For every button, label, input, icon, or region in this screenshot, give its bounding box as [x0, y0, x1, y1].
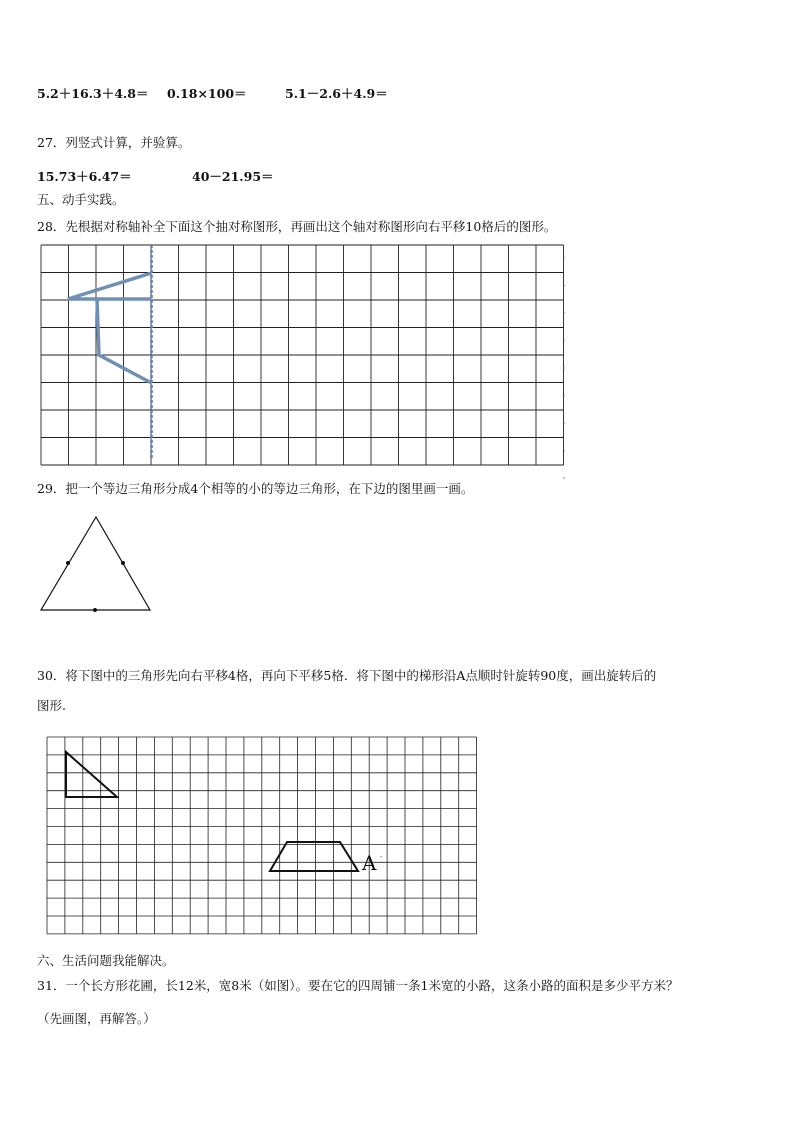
edge-mark [563, 477, 564, 478]
edge-mark [563, 422, 564, 423]
q26-expression-2: 0.18×100＝ [167, 86, 247, 101]
q30-prompt-line-2: 图形. [37, 698, 66, 713]
q28-prompt: 28．先根据对称轴补全下面这个抽对称图形，再画出这个轴对称图形向右平移10格后的图形。 [37, 219, 557, 234]
edge-mark [563, 285, 564, 286]
edge-mark [563, 367, 564, 368]
q27-expression-2: 40－21.95＝ [192, 169, 274, 184]
q30-prompt-line-1: 30．将下图中的三角形先向右平移4格，再向下平移5格．将下图中的梯形沿A点顺时针旋转90度，画出旋转后的 [37, 668, 657, 683]
q27-prompt: 27．列竖式计算，并验算。 [37, 135, 191, 150]
q29-triangle [41, 517, 150, 610]
edge-mark [563, 312, 564, 313]
q31-prompt-line-1: 31．一个长方形花圃，长12米，宽8米（如图）。要在它的四周铺一条1米宽的小路，这条小路的面积是多少平方米？ [37, 978, 679, 993]
q27-expression-1: 15.73＋6.47＝ [37, 169, 132, 184]
q26-expression-1: 5.2＋16.3＋4.8＝ [37, 86, 149, 101]
q29-prompt: 29．把一个等边三角形分成4个相等的小的等边三角形，在下边的图里画一画。 [37, 481, 474, 496]
q28-grid [41, 245, 564, 465]
q29-midpoint-bottom [93, 608, 97, 612]
edge-mark [563, 340, 564, 341]
q30-trapezoid [270, 842, 358, 871]
edge-mark [563, 395, 564, 396]
section-5-title: 五、动手实践。 [37, 192, 125, 207]
q30-triangle [66, 752, 117, 797]
q28-half-figure-top [68, 273, 152, 299]
section-6-title: 六、生活问题我能解决。 [37, 953, 175, 968]
q29-midpoint-right [121, 561, 125, 565]
q31-prompt-line-2: （先画图，再解答。） [37, 1011, 156, 1026]
q30-point-a-tick: · [380, 853, 383, 861]
q26-expression-3: 5.1－2.6＋4.9＝ [285, 86, 388, 101]
edge-mark [563, 257, 564, 258]
q30-grid [47, 737, 477, 934]
q28-half-figure-bottom [97, 299, 152, 383]
q29-midpoint-left [66, 561, 70, 565]
q30-point-a-label: A [362, 851, 377, 875]
edge-mark [563, 450, 564, 451]
